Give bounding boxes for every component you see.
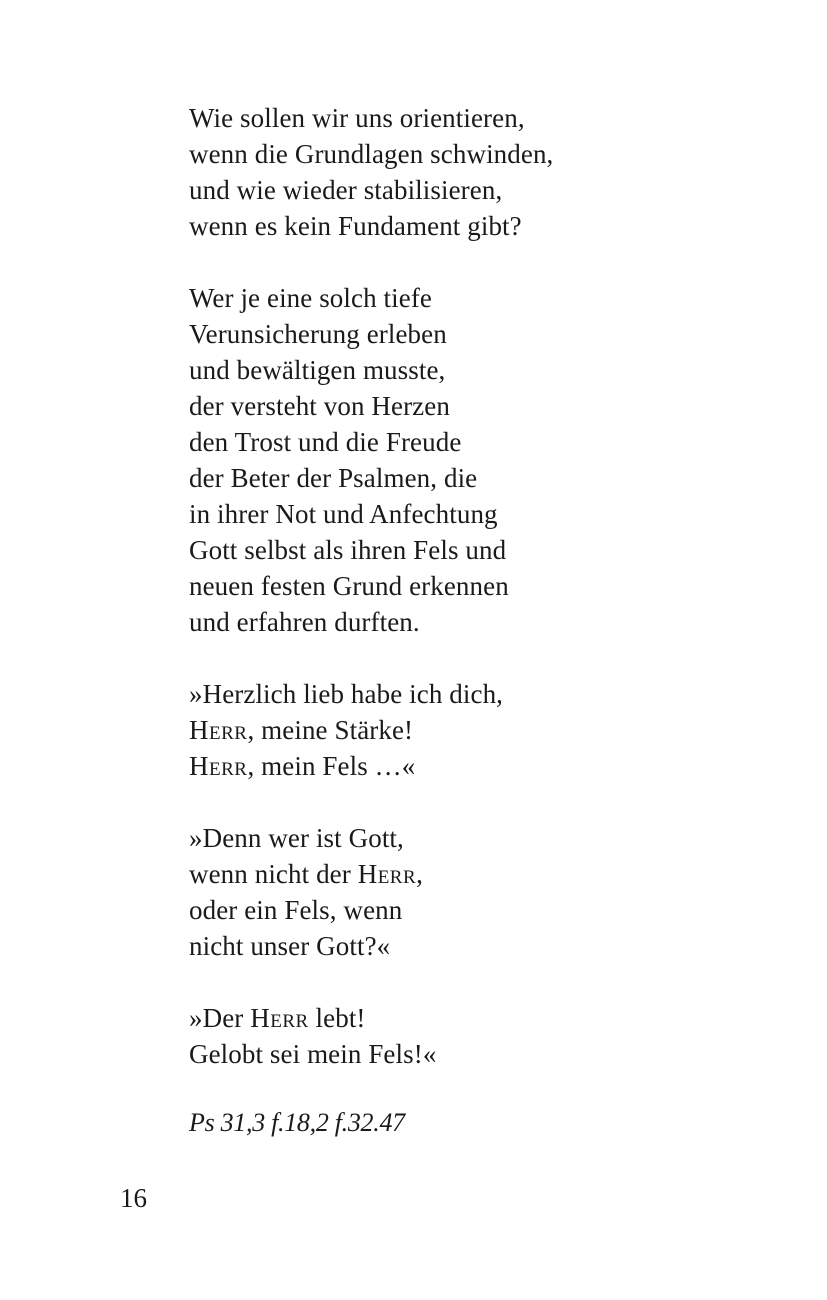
poem-line: »Herzlich lieb habe ich dich,: [189, 679, 504, 709]
poem-line: Wer je eine solch tiefe: [189, 283, 433, 313]
line-text: , mein Fels …«: [247, 751, 416, 781]
line-text: »Der: [189, 1003, 251, 1033]
poem-line: und erfahren durften.: [189, 607, 420, 637]
poem-line: der Beter der Psalmen, die: [189, 463, 478, 493]
divine-name: Herr: [189, 715, 248, 745]
poem-line: neuen festen Grund erkennen: [189, 571, 509, 601]
page-number: 16: [120, 1183, 147, 1213]
poem-line: Gott selbst als ihren Fels und: [189, 535, 507, 565]
poem-line: wenn es kein Fundament gibt?: [189, 211, 522, 241]
divine-name: Herr: [357, 859, 417, 889]
divine-name: Herr: [189, 751, 248, 781]
scripture-reference: Ps 31,3 f.18,2 f.32.47: [189, 1108, 405, 1137]
poem-line: [189, 856, 749, 892]
psalm-quote-2: [189, 820, 749, 964]
poem-line: und wie wieder stabilisieren,: [189, 175, 503, 205]
stanza-2: [189, 280, 749, 640]
poem-line: wenn die Grundlagen schwinden,: [189, 139, 554, 169]
stanza-1: [189, 100, 749, 244]
poem-line: Verunsicherung erleben: [189, 319, 447, 349]
poem-line: in ihrer Not und Anfechtung: [189, 499, 498, 529]
poem-line: nicht unser Gott?«: [189, 931, 391, 961]
poem-line: [189, 748, 749, 784]
divine-name: Herr: [250, 1003, 309, 1033]
poem-line: Gelobt sei mein Fels!«: [189, 1039, 437, 1069]
line-text: , meine Stärke!: [247, 715, 414, 745]
poem-line: der versteht von Herzen: [189, 391, 450, 421]
poem-line: »Denn wer ist Gott,: [189, 823, 404, 853]
poem-text: [189, 100, 749, 1140]
poem-line: oder ein Fels, wenn: [189, 895, 403, 925]
psalm-quote-1: [189, 676, 749, 784]
poem-line: Wie sollen wir uns orientieren,: [189, 103, 525, 133]
line-text: wenn nicht der: [189, 859, 358, 889]
line-text: ,: [416, 859, 424, 889]
poem-line: [189, 712, 749, 748]
line-text: lebt!: [308, 1003, 366, 1033]
psalm-quote-3: [189, 1000, 749, 1072]
poem-line: den Trost und die Freude: [189, 427, 462, 457]
poem-line: und bewältigen musste,: [189, 355, 446, 385]
poem-line: [189, 1000, 749, 1036]
